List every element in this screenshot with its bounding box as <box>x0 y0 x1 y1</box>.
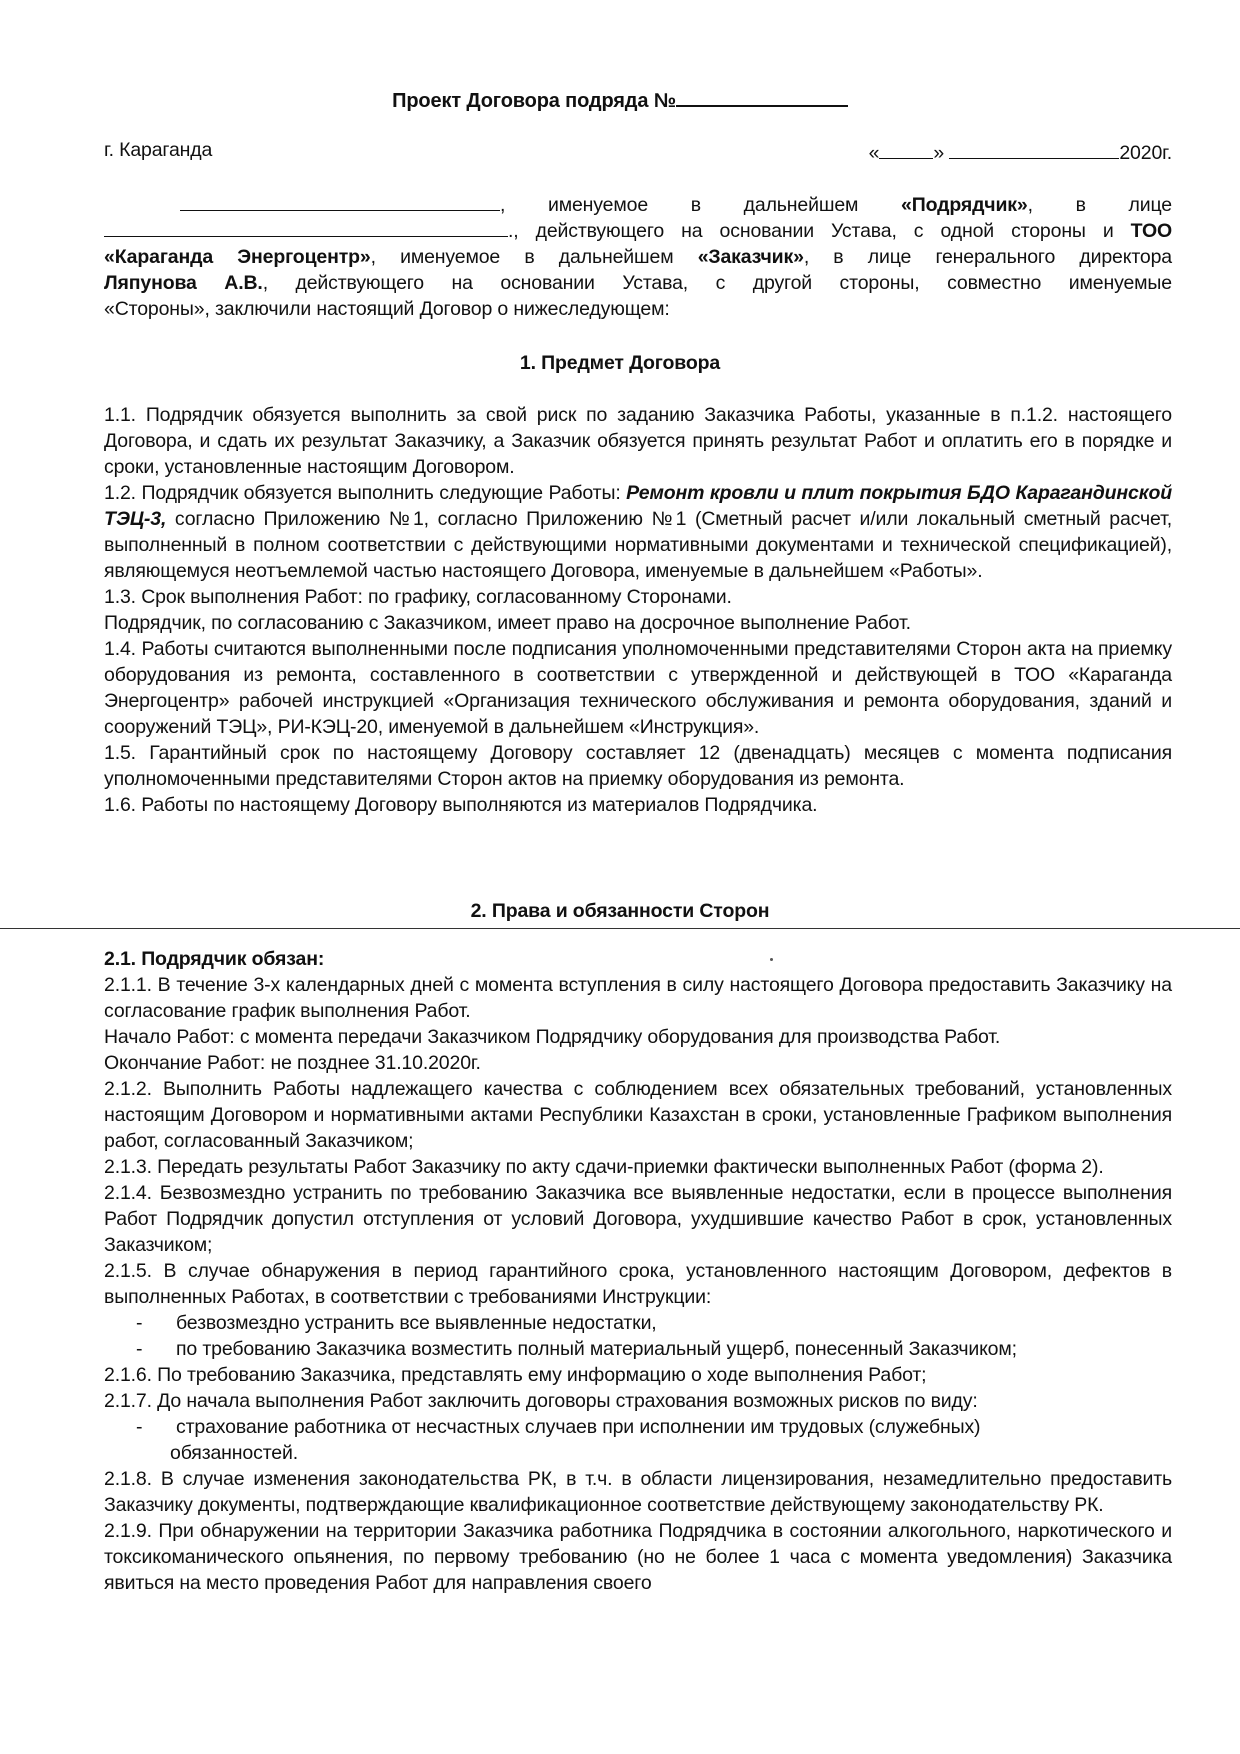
clause-1-3-note: Подрядчик, по согласованию с Заказчиком, имеет право на досрочное выполнение Работ. <box>104 612 911 634</box>
representative-blank <box>104 218 508 237</box>
clause-1-2: 1.2. Подрядчик обязуется выполнить следующие Работы: Ремонт кровли и плит покрытия БДО Карагандинской ТЭЦ-3, согласно Приложению №1, согласно Приложению №1 (Сметный расчет и/или локальный сметный расчет, выполненный в полном соответствии с действующими нормативными документами и технической спецификацией), являющемуся неотъемлемой частью настоящего Договора, именуемые в дальнейшем «Работы». <box>104 482 1172 582</box>
page-title <box>0 85 1240 114</box>
contractor-name-blank <box>180 192 500 211</box>
clause-2-1-7: 2.1.7. До начала выполнения Работ заключить договоры страхования возможных рисков по виду: <box>104 1390 978 1412</box>
clause-2-1-3: 2.1.3. Передать результаты Работ Заказчику по акту сдачи-приемки фактически выполненных Работ (форма 2). <box>104 1156 1104 1178</box>
clause-2-1-4: 2.1.4. Безвозмездно устранить по требованию Заказчика все выявленные недостатки, если в процессе выполнения Работ Подрядчик допустил отступления от условий Договора, ухудшившие качество Работ в срок, установленных Заказчиком; <box>104 1182 1172 1256</box>
clause-2-1-6: 2.1.6. По требованию Заказчика, представлять ему информацию о ходе выполнения Работ; <box>104 1364 927 1386</box>
clause-2-1-5-item-1: - безвозмездно устранить все выявленные недостатки, <box>136 1312 657 1334</box>
clause-2-1-5: 2.1.5. В случае обнаружения в период гарантийного срока, установленного настоящим Договором, дефектов в выполненных Работах, в соответствии с требованиями Инструкции: <box>104 1260 1172 1308</box>
city: г. Караганда <box>104 139 213 161</box>
section-1-body <box>104 402 1172 818</box>
clause-2-1-1: 2.1.1. В течение 3-х календарных дней с момента вступления в силу настоящего Договора предоставить Заказчику на согласование график выполнения Работ. <box>104 974 1172 1022</box>
clause-1-3: 1.3. Срок выполнения Работ: по графику, согласованному Сторонами. <box>104 586 732 608</box>
clause-2-1-5-item-2: - по требованию Заказчика возместить полный материальный ущерб, понесенный Заказчиком; <box>136 1338 1017 1360</box>
clause-1-1: 1.1. Подрядчик обязуется выполнить за свой риск по заданию Заказчика Работы, указанные в п.1.2. настоящего Договора, и сдать их результат Заказчику, а Заказчик обязуется принять результат Работ и оплатить его в порядке и сроки, установленные настоящим Договором. <box>104 404 1172 478</box>
title-text: Проект Договора подряда № <box>392 90 676 112</box>
clause-1-4: 1.4. Работы считаются выполненными после подписания уполномоченными представителями Сторон акта на приемку оборудования из ремонта, составленного в соответствии с утвержденной и действующей в ТОО «Караганда Энергоцентр» рабочей инструкцией «Организация технического обслуживания и ремонта оборудования, зданий и сооружений ТЭЦ», РИ-КЭЦ-20, именуемой в дальнейшем «Инструкция». <box>104 638 1172 738</box>
intro-paragraph: , именуемое в дальнейшем «Подрядчик», в лице ., действующего на основании Устава, с одной стороны и ТОО «Караганда Энергоцентр», именуемое в дальнейшем «Заказчик», в лице генерального директора Ляпунова А.В., действующего на основании Устава, с другой стороны, совместно именуемые «Стороны», заключили настоящий Договор о нижеследующем: <box>104 194 1172 320</box>
clause-2-1-7-item-1: - страхование работника от несчастных случаев при исполнении им трудовых (служебных) обязанностей. <box>136 1416 981 1464</box>
clause-1-5: 1.5. Гарантийный срок по настоящему Договору составляет 12 (двенадцать) месяцев с момента подписания уполномоченными представителями Сторон актов на приемку оборудования из ремонта. <box>104 742 1172 790</box>
day-blank <box>879 140 933 159</box>
work-end: Окончание Работ: не позднее 31.10.2020г. <box>104 1052 481 1074</box>
section-divider <box>0 928 1240 929</box>
section-1-heading: 1. Предмет Договора <box>519 352 721 374</box>
clause-1-6: 1.6. Работы по настоящему Договору выполняются из материалов Подрядчика. <box>104 794 818 816</box>
section-2-body <box>104 946 1172 1596</box>
section-2-heading: 2. Права и обязанности Сторон <box>470 900 770 922</box>
contract-number-blank <box>676 85 848 107</box>
month-blank <box>949 140 1119 159</box>
contract-date: « » 2020г. <box>868 142 1172 164</box>
clause-2-1-2: 2.1.2. Выполнить Работы надлежащего качества с соблюдением всех обязательных требований, установленных настоящим Договором и нормативными актами Республики Казахстан в сроки, установленные Графиком выполнения работ, согласованный Заказчиком; <box>104 1078 1172 1152</box>
subsection-2-1-title: 2.1. Подрядчик обязан: <box>104 948 325 970</box>
clause-2-1-9: 2.1.9. При обнаружении на территории Заказчика работника Подрядчика в состоянии алкогольного, наркотического и токсикоманического опьянения, по первому требованию (но не более 1 часа с момента уведомления) Заказчика явиться на место проведения Работ для направления своего <box>104 1520 1172 1594</box>
clause-2-1-8: 2.1.8. В случае изменения законодательства РК, в т.ч. в области лицензирования, незамедлительно предоставить Заказчику документы, подтверждающие квалификационное соответствие действующему законодательству РК. <box>104 1468 1172 1516</box>
work-start: Начало Работ: с момента передачи Заказчиком Подрядчику оборудования для производства Работ. <box>104 1026 1001 1048</box>
